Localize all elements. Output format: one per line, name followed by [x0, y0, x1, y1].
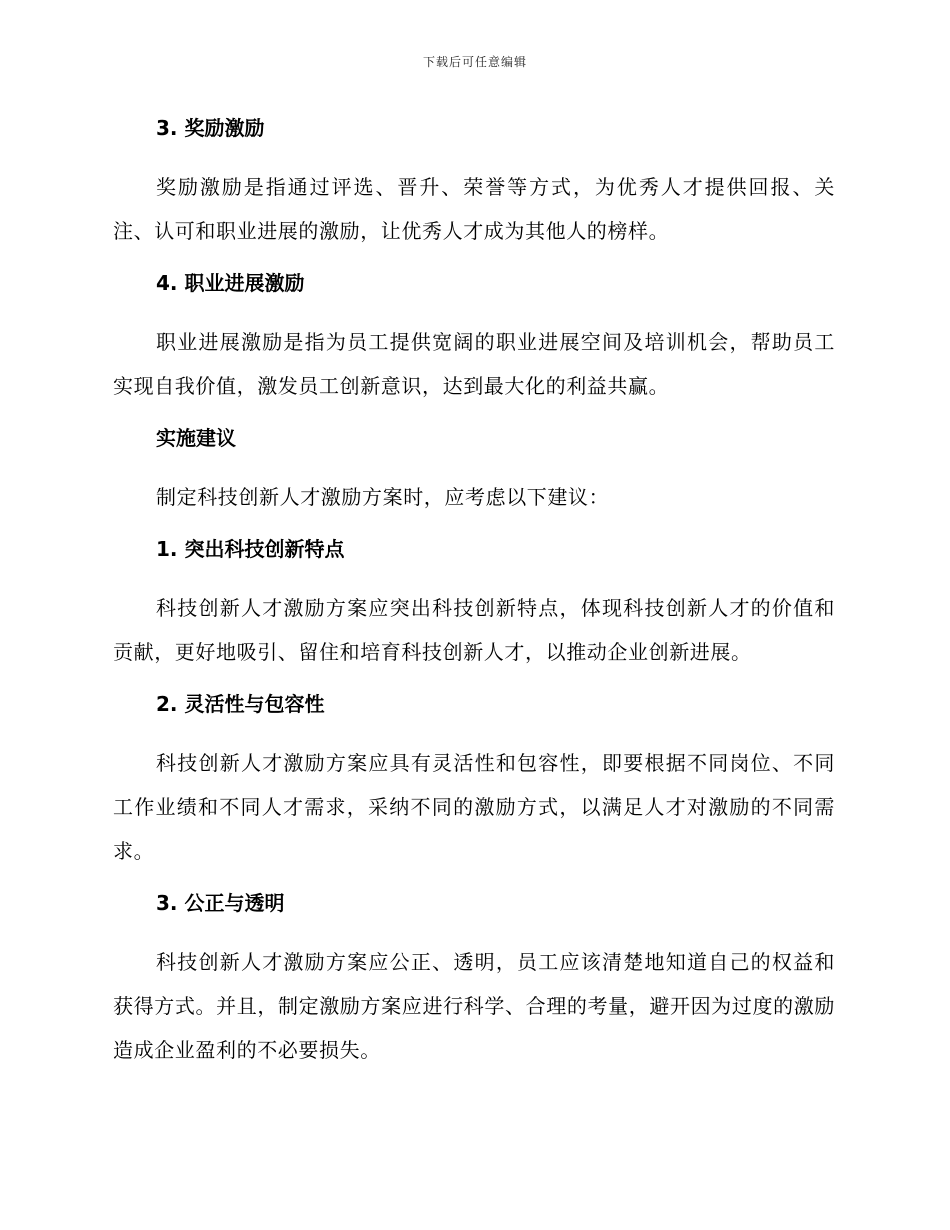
section-heading-reward: 3. 奖励激励: [156, 116, 265, 140]
document-body: [113, 112, 835, 1086]
section-heading-fairness: 3. 公正与透明: [156, 891, 285, 915]
paragraph-reward: 奖励激励是指通过评选、晋升、荣誉等方式，为优秀人才提供回报、关注、认可和职业进展的激励，让优秀人才成为其他人的榜样。: [113, 175, 835, 243]
section-heading-career: 4. 职业进展激励: [156, 271, 305, 295]
paragraph-innovation: 科技创新人才激励方案应突出科技创新特点，体现科技创新人才的价值和贡献，更好地吸引、留住和培育科技创新人才，以推动企业创新进展。: [113, 596, 835, 664]
paragraph-fairness: 科技创新人才激励方案应公正、透明，员工应该清楚地知道自己的权益和获得方式。并且，制定激励方案应进行科学、合理的考量，避开因为过度的激励造成企业盈利的不必要损失。: [113, 950, 835, 1062]
paragraph-flexibility: 科技创新人才激励方案应具有灵活性和包容性，即要根据不同岗位、不同工作业绩和不同人才需求，采纳不同的激励方式，以满足人才对激励的不同需求。: [113, 751, 835, 863]
paragraph-career: 职业进展激励是指为员工提供宽阔的职业进展空间及培训机会，帮助员工实现自我价值，激发员工创新意识，达到最大化的利益共赢。: [113, 330, 835, 398]
section-heading-implementation: 实施建议: [156, 426, 236, 450]
page-header: 下载后可任意编辑: [422, 55, 527, 69]
paragraph-implementation-intro: 制定科技创新人才激励方案时，应考虑以下建议：: [156, 485, 610, 509]
section-heading-innovation: 1. 突出科技创新特点: [156, 537, 345, 561]
section-heading-flexibility: 2. 灵活性与包容性: [156, 692, 325, 716]
